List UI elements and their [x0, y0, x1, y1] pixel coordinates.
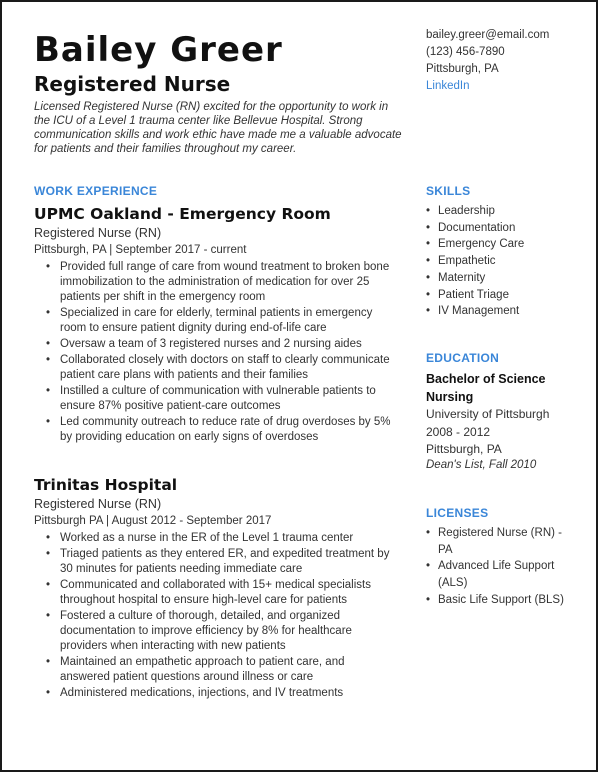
linkedin-link[interactable]: LinkedIn: [426, 80, 470, 92]
job-bullet: • Provided full range of care from wound treatment to broken bone immobilization to the administration of medication for over 25 patients per shift in the emergency room: [46, 261, 390, 303]
skill-item: • Empathetic: [426, 253, 576, 270]
candidate-title: Registered Nurse: [34, 72, 231, 96]
job-bullet: • Fostered a culture of thorough, detailed, and organized documentation to improve efficiency by 8% for healthcare providers when interacting with new patients: [46, 610, 352, 652]
job-bullet: • Worked as a nurse in the ER of the Level 1 trauma center: [46, 532, 354, 544]
bullet-dot: •: [426, 238, 431, 251]
bullet-dot: •: [46, 610, 51, 622]
section-title-licenses: LICENSES: [426, 506, 489, 520]
skill-item: • IV Management: [426, 303, 576, 320]
job-bullet: • Administered medications, injections, and IV treatments: [46, 687, 344, 699]
job-bullet: • Oversaw a team of 3 registered nurses and 2 nursing aides: [46, 338, 362, 350]
bullet-dot: •: [426, 271, 431, 284]
skills-list: [426, 203, 576, 320]
bullet-dot: •: [46, 261, 51, 273]
bullet-dot: •: [426, 205, 431, 217]
bullet-dot: •: [426, 221, 431, 234]
education-school: University of Pittsburgh: [426, 407, 550, 421]
job-bullet: • Specialized in care for elderly, terminal patients in emergency room to ensure patient dignity during end-of-life care: [46, 307, 373, 334]
education-degree: Bachelor of Science Nursing: [426, 372, 546, 404]
education-honors: Dean's List, Fall 2010: [426, 459, 537, 471]
job-bullet: • Maintained an empathetic approach to patient care, and answered patient questions around illness or care: [46, 656, 345, 683]
education-location: Pittsburgh, PA: [426, 442, 502, 456]
job-company: UPMC Oakland - Emergency Room: [34, 205, 331, 223]
job-role: Registered Nurse (RN): [34, 226, 162, 240]
bullet-dot: •: [426, 255, 431, 268]
license-item: • Basic Life Support (BLS): [426, 592, 576, 609]
job-company: Trinitas Hospital: [34, 476, 178, 494]
job-meta: Pittsburgh, PA | September 2017 - current: [34, 244, 247, 256]
contact-phone: (123) 456-7890: [426, 46, 505, 58]
bullet-dot: •: [46, 579, 51, 591]
contact-email: bailey.greer@email.com: [426, 29, 550, 41]
job-meta: Pittsburgh PA | August 2012 - September 2017: [34, 515, 272, 527]
contact-block: [426, 27, 549, 95]
education-years: 2008 - 2012: [426, 425, 491, 439]
job-bullets: [46, 260, 394, 446]
candidate-name: Bailey Greer: [34, 30, 283, 70]
skill-item: • Documentation: [426, 220, 576, 237]
license-item: • Registered Nurse (RN) - PA: [426, 527, 562, 556]
license-item: • Advanced Life Support (ALS): [426, 560, 555, 590]
summary: Licensed Registered Nurse (RN) excited for the opportunity to work in the ICU of a Level 1 trauma center like Bellevue Hospital. Strong communication skills and work ethic have made me a valuable advocate for patients and their families throughout my career.: [34, 101, 402, 155]
section-title-education: EDUCATION: [426, 351, 500, 365]
skill-item: • Patient Triage: [426, 287, 576, 304]
bullet-dot: •: [46, 532, 51, 544]
skill-item: • Emergency Care: [426, 236, 576, 253]
job-bullets: [46, 531, 394, 702]
bullet-dot: •: [46, 416, 51, 428]
bullet-dot: •: [426, 593, 431, 606]
job-bullet: • Triaged patients as they entered ER, and expedited treatment by 30 minutes for patients needing immediate care: [46, 548, 390, 575]
contact-location: Pittsburgh, PA: [426, 63, 499, 75]
bullet-dot: •: [46, 548, 51, 560]
bullet-dot: •: [46, 656, 51, 668]
job-bullet: • Collaborated closely with doctors on staff to clearly communicate patient care plans with patients and their families: [46, 354, 390, 381]
bullet-dot: •: [426, 288, 431, 301]
job-role: Registered Nurse (RN): [34, 497, 162, 511]
bullet-dot: •: [46, 687, 51, 699]
bullet-dot: •: [426, 527, 431, 539]
section-title-work: WORK EXPERIENCE: [34, 184, 158, 198]
job-bullet: • Instilled a culture of communication with vulnerable patients to ensure 87% positive patient-care outcomes: [46, 385, 376, 412]
bullet-dot: •: [426, 305, 431, 318]
bullet-dot: •: [46, 385, 51, 397]
job-bullet: • Led community outreach to reduce rate of drug overdoses by 5% by providing education on early signs of overdoses: [46, 416, 391, 443]
skill-item: • Leadership: [426, 203, 576, 220]
bullet-dot: •: [46, 354, 51, 366]
bullet-dot: •: [46, 307, 51, 319]
bullet-dot: •: [46, 338, 51, 350]
section-title-skills: SKILLS: [426, 184, 471, 198]
skill-item: • Maternity: [426, 270, 576, 287]
bullet-dot: •: [426, 560, 431, 573]
job-bullet: • Communicated and collaborated with 15+ medical specialists throughout hospital to ensure high-level care for patients: [46, 579, 371, 606]
licenses-list: [426, 525, 576, 609]
